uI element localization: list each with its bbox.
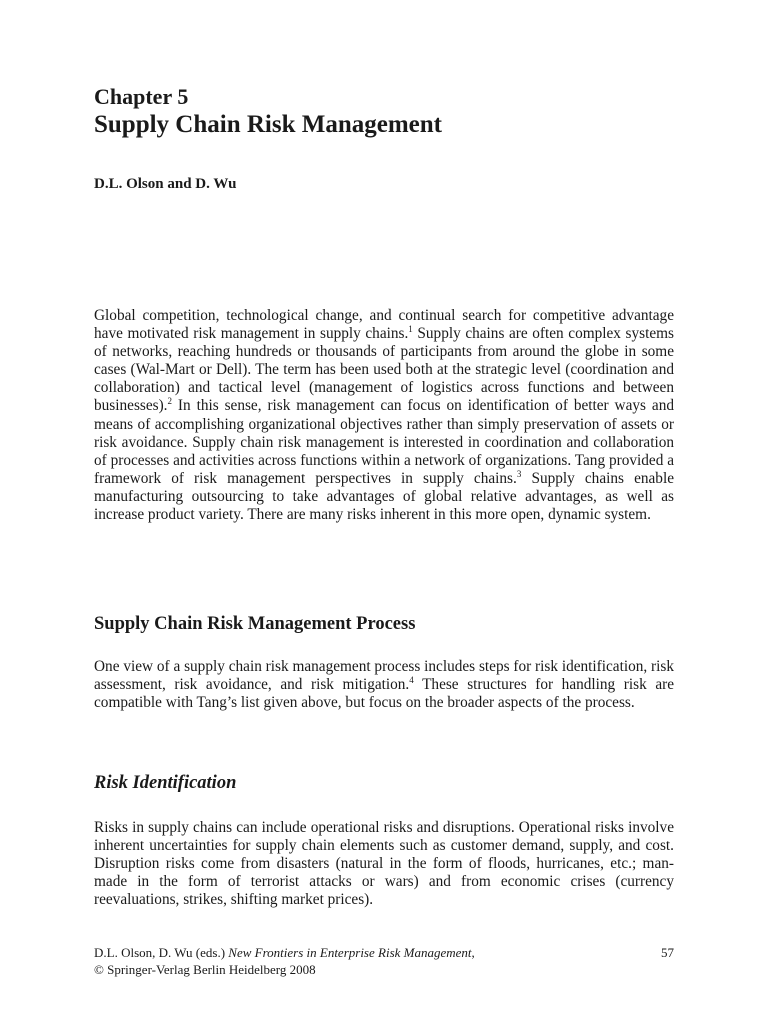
footer-editors: D.L. Olson, D. Wu (eds.) [94, 945, 229, 960]
footer-citation [94, 944, 674, 961]
chapter-label: Chapter 5 [94, 84, 189, 109]
footer-book-title: New Frontiers in Enterprise Risk Management [228, 945, 472, 960]
footer-copyright: © Springer-Verlag Berlin Heidelberg 2008 [94, 962, 316, 977]
risk-identification-paragraph: Risks in supply chains can include operational risks and disruptions. Operational risks involve inherent uncertainties for supply chain elements such as customer demand, supply, and cost. Disruption risks come from disasters (natural in the form of floods, hurricanes, etc.; man-made in the form of terrorist attacks or wars) and from economic crises (currency reevaluations, strikes, shifting market prices). [94, 819, 674, 909]
section-heading-process: Supply Chain Risk Management Process [94, 614, 416, 634]
process-text-2: These structures for handling risk are compatible with Tang’s list given above, but focus on the broader aspects of the process. [94, 676, 675, 712]
footnote-ref-1: 1 [408, 324, 413, 334]
subsection-heading-risk-identification: Risk Identification [94, 773, 237, 793]
intro-text-1: Global competition, technological change, and continual search for competitive advantage have motivated risk management in supply chains. [94, 307, 674, 343]
page-number: 57 [661, 945, 674, 960]
footnote-ref-3: 3 [516, 468, 522, 479]
intro-text-2: Supply chains are often complex systems of networks, reaching hundreds or thousands of participants from around the globe in some cases (Wal-Mart or Dell). The term has been used both at the strategic level (coordination and collaboration) and tactical level (management of logistics across functions and between businesses). [94, 325, 674, 415]
chapter-authors: D.L. Olson and D. Wu [94, 176, 237, 192]
footnote-ref-4: 4 [409, 675, 414, 685]
process-text-1: One view of a supply chain risk management process includes steps for risk identification, risk assessment, risk avoidance, and risk mitigation. [94, 658, 674, 694]
intro-paragraph [94, 307, 674, 524]
footer-title-suffix: , [471, 945, 475, 960]
process-paragraph [94, 658, 674, 712]
intro-text-4: Supply chains enable manufacturing outsourcing to take advantages of global relative advantages, as well as increase product variety. There are many risks inherent in this more open, dynamic system. [94, 469, 674, 524]
intro-text-3: In this sense, risk management can focus on identification of better ways and means of accomplishing organizational objectives rather than simply preservation of assets or risk avoidance. Supply chain risk management is interested in coordination and collaboration of processes and activities across functions within a network of organizations. Tang provided a framework of risk management perspectives in supply chains. [94, 397, 674, 487]
book-page [94, 0, 674, 1024]
chapter-title: Supply Chain Risk Management [94, 111, 442, 138]
footnote-ref-2: 2 [167, 396, 173, 407]
page-footer [94, 944, 674, 978]
